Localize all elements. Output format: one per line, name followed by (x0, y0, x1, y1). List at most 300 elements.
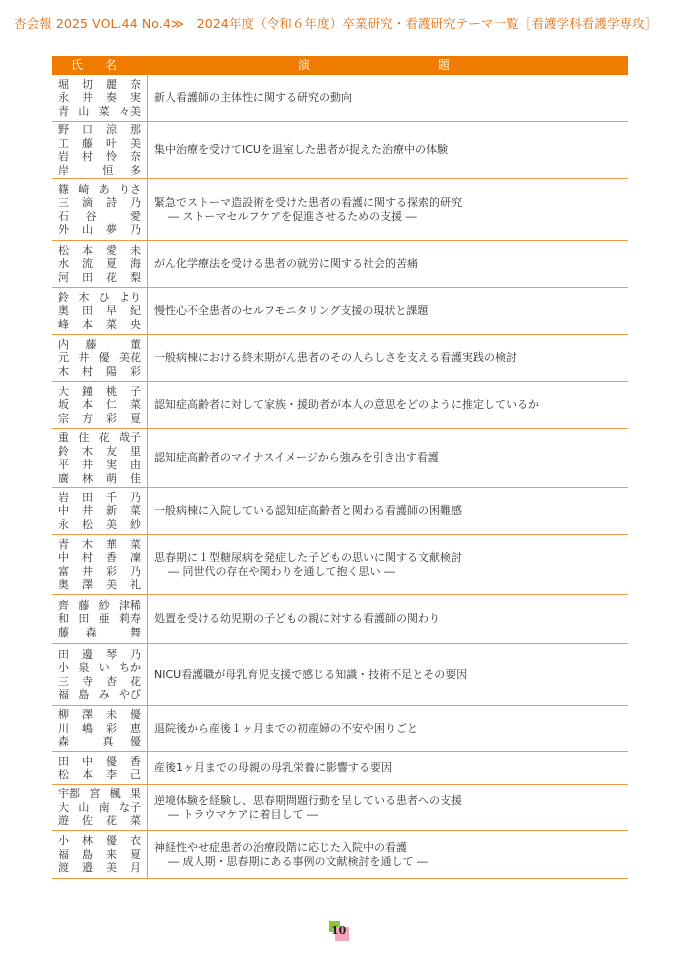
student-name (58, 271, 147, 285)
name-part: 本 (82, 243, 93, 257)
name-part: 青 (58, 104, 69, 118)
table-row (52, 122, 628, 179)
student-names (52, 752, 148, 784)
name-part: 島 (78, 688, 90, 701)
name-part: りさ (118, 182, 141, 196)
name-part: 凜 (130, 551, 141, 564)
name-part: 夏 (130, 847, 141, 861)
table-row (52, 706, 628, 752)
name-part: 子 (130, 384, 141, 398)
name-part: 優 (130, 708, 141, 722)
name-part: 松 (58, 243, 69, 257)
student-names (52, 429, 148, 487)
name-part: 木 (58, 364, 69, 378)
name-part: 美花 (118, 351, 141, 365)
name-part: 奥 (58, 578, 69, 591)
name-part: 石 (58, 209, 69, 223)
name-part: 夏 (130, 411, 141, 425)
research-title: 思春期に１型糖尿病を発症した子どもの思いに関する文献検討 (154, 550, 462, 564)
name-part: 水 (58, 257, 69, 271)
student-name (58, 385, 147, 399)
name-part: 涼 (106, 123, 117, 136)
research-title-cell (148, 706, 628, 751)
name-part: 莉寿 (118, 612, 141, 626)
name-part: 萌 (106, 471, 117, 485)
name-part: 木 (78, 290, 90, 304)
student-name (58, 183, 147, 197)
name-part: 坂 (58, 398, 69, 412)
name-part: 三 (58, 196, 69, 209)
student-name (58, 291, 147, 305)
name-part: 宇都 (58, 787, 80, 801)
student-name (58, 661, 147, 675)
name-part: 優 (106, 754, 117, 768)
student-name (58, 861, 147, 875)
student-name (58, 472, 147, 486)
research-title: 退院後から産後１ヶ月までの初産婦の不安や困りごと (154, 721, 418, 735)
student-name (58, 612, 147, 626)
name-part: 川 (58, 721, 69, 735)
name-part: 泉 (78, 661, 90, 674)
name-part: 峰 (58, 317, 69, 331)
name-part: 乃 (130, 196, 141, 209)
student-name (58, 599, 147, 613)
name-part: 哉子 (118, 431, 141, 444)
name-part: 柳 (58, 708, 69, 722)
name-part: 藤 (58, 625, 69, 639)
research-theme-table (52, 56, 628, 879)
name-part: 優 (129, 735, 141, 749)
name-part: 李 (106, 768, 117, 781)
research-title-cell (148, 382, 628, 428)
name-part: 乃 (130, 490, 141, 504)
name-part: 藤 (85, 337, 97, 351)
name-part: 田 (82, 304, 93, 318)
research-title-cell (148, 488, 628, 534)
research-title-cell (148, 831, 628, 878)
name-part: 梨 (130, 270, 141, 284)
name-part: 三 (58, 674, 69, 688)
page-number: 10 (331, 924, 347, 937)
name-part: 海 (130, 257, 141, 271)
student-name (58, 351, 147, 365)
name-part: 佐 (82, 814, 93, 828)
student-name (58, 675, 147, 689)
name-part: 藤 (82, 136, 93, 150)
page-number-badge (329, 921, 349, 941)
student-name (58, 755, 147, 769)
student-name (58, 105, 147, 119)
name-part: 和 (58, 612, 69, 626)
name-part: 本 (82, 768, 93, 781)
name-part: 杏 (106, 674, 117, 688)
research-title-cell (148, 288, 628, 334)
name-part: い (98, 661, 110, 674)
name-part: 林 (82, 834, 93, 848)
name-part: 田 (78, 612, 90, 626)
name-part: 住 (78, 431, 90, 444)
table-row (52, 288, 628, 335)
name-part: 桃 (106, 384, 117, 398)
name-part: 乃 (130, 223, 141, 236)
student-names (52, 241, 148, 287)
student-name (58, 848, 147, 862)
student-name (58, 787, 147, 801)
research-title: 認知症高齢者に対して家族・援助者が本人の意思をどのように推定しているか (154, 398, 539, 411)
name-part: 永 (58, 517, 69, 531)
name-part: 菜 (130, 537, 141, 551)
name-part: 礼 (130, 578, 141, 591)
student-name (58, 365, 147, 379)
student-name (58, 210, 147, 224)
research-title: 処置を受ける幼児期の子どもの親に対する看護師の関わり (154, 612, 440, 625)
student-names (52, 122, 148, 178)
student-names (52, 644, 148, 705)
name-part: 奈 (130, 77, 141, 91)
name-part: 舞 (129, 625, 141, 639)
student-name (58, 257, 147, 271)
name-part: 奈 (130, 150, 141, 163)
student-name (58, 304, 147, 318)
name-part: 来 (106, 847, 117, 861)
name-part: 岸 (58, 163, 69, 177)
student-name (58, 504, 147, 518)
name-part: 菜 (106, 317, 117, 331)
name-part: 彩 (130, 364, 141, 378)
student-name (58, 318, 147, 332)
name-part: 那 (130, 123, 141, 136)
name-part: 邉 (82, 861, 93, 875)
research-title-cell (148, 752, 628, 784)
research-title: NICU看護職が母乳育児支援で感じる知識・技術不足とその要因 (154, 667, 468, 681)
student-name (58, 431, 147, 445)
name-part: 田 (82, 490, 93, 504)
table-row (52, 75, 628, 122)
name-part: 愛 (129, 209, 141, 223)
name-part: 福 (58, 688, 69, 701)
student-name (58, 735, 147, 749)
name-part: 富 (58, 564, 69, 578)
research-title: 慢性心不全患者のセルフモニタリング支援の現状と課題 (154, 304, 429, 317)
student-name (58, 412, 147, 426)
research-title-cell (148, 122, 628, 178)
student-name (58, 137, 147, 151)
name-part: より (118, 290, 141, 304)
table-row (52, 335, 628, 382)
name-part: 澤 (82, 578, 93, 591)
research-title: 一般病棟に入院している認知症高齢者と関わる看護師の困難感 (154, 504, 462, 517)
name-part: 琴 (106, 647, 117, 661)
research-subtitle: ― 成人期・思春期にある事例の文献検討を通して ― (168, 854, 428, 868)
name-part: 美 (106, 578, 117, 591)
table-row (52, 595, 628, 644)
student-name (58, 398, 147, 412)
research-title-cell (148, 429, 628, 487)
name-part: 菜 (130, 398, 141, 412)
name-part: 小 (58, 661, 69, 674)
student-names (52, 75, 148, 121)
table-row (52, 179, 628, 241)
student-name (58, 338, 147, 352)
name-part: 井 (82, 458, 93, 471)
research-title-cell (148, 595, 628, 643)
name-part: 森 (58, 735, 69, 749)
name-part: 内 (58, 337, 69, 351)
student-name (58, 164, 147, 178)
student-names (52, 706, 148, 751)
name-part: 邊 (82, 647, 93, 661)
student-name (58, 722, 147, 736)
name-part: ひ (98, 290, 110, 304)
name-part: 井 (82, 91, 93, 105)
name-part: 紗 (130, 517, 141, 531)
research-subtitle: ― 同世代の存在や関わりを通して抱く思い ― (168, 564, 395, 578)
name-part: 林 (82, 471, 93, 485)
research-title: 認知症高齢者のマイナスイメージから強みを引き出す看護 (154, 451, 439, 464)
name-part: 山 (78, 800, 90, 814)
name-part: 愛 (106, 243, 117, 257)
name-part: 本 (82, 398, 93, 412)
table-row (52, 644, 628, 706)
name-part: 村 (82, 150, 93, 163)
name-part: 森 (85, 625, 97, 639)
student-name (58, 834, 147, 848)
title-column-header: 演題 (297, 58, 578, 72)
table-row (52, 831, 628, 879)
name-part: 果 (129, 787, 141, 801)
student-name (58, 123, 147, 137)
name-part: 奏 (106, 91, 117, 105)
name-part: 未 (106, 708, 117, 722)
name-part: 花 (98, 431, 110, 444)
name-part: 工 (58, 136, 69, 150)
student-name (58, 78, 147, 92)
name-part: 華 (106, 537, 117, 551)
name-part: 己 (130, 768, 141, 781)
name-part: 麗 (106, 77, 117, 91)
name-part: 新 (106, 504, 117, 518)
name-part: 紀 (130, 304, 141, 318)
student-names (52, 785, 148, 830)
name-part: 夏 (106, 257, 117, 271)
name-part: 彩 (106, 411, 117, 425)
student-name (58, 768, 147, 782)
student-name (58, 648, 147, 662)
name-part: 中 (58, 504, 69, 518)
name-part: 山 (82, 223, 93, 236)
name-part: 美 (106, 861, 117, 875)
name-part: 田 (58, 647, 69, 661)
page-header: 杏会報 2025 VOL.44 No.4≫ 2024年度（令和６年度）卒業研究・看護研究テーマ一覧［看護学科看護学専攻］ (14, 16, 658, 31)
name-part: 奥 (58, 304, 69, 318)
table-row (52, 429, 628, 488)
name-part: 美 (130, 136, 141, 150)
name-part: 恵 (130, 721, 141, 735)
name-part: 村 (82, 364, 93, 378)
name-part: 山 (78, 104, 90, 118)
table-row (52, 785, 628, 831)
name-part: 実 (130, 91, 141, 105)
student-name (58, 491, 147, 505)
name-part: 松 (82, 517, 93, 531)
name-part: 菜 (130, 814, 141, 828)
name-part: 中 (82, 754, 93, 768)
name-part: 齊 (58, 598, 69, 612)
name-part: 楓 (109, 787, 121, 801)
name-part: 花 (106, 814, 117, 828)
table-row (52, 382, 628, 429)
student-name (58, 578, 147, 592)
student-names (52, 488, 148, 534)
name-part: 青 (58, 537, 69, 551)
name-part: 鈴 (58, 290, 69, 304)
name-part: 怜 (106, 150, 117, 163)
student-names (52, 288, 148, 334)
name-part: 野 (58, 123, 69, 136)
name-part: 菜 (130, 504, 141, 518)
research-title: 逆境体験を経験し、思春期問題行動を呈している患者への支援 (154, 793, 462, 807)
name-part: 詩 (106, 196, 117, 209)
name-part: 中 (58, 551, 69, 564)
table-header (52, 56, 628, 75)
name-part: 南 (98, 800, 110, 814)
name-part: 大 (58, 800, 69, 814)
name-part: 澤 (82, 708, 93, 722)
name-part: 宮 (89, 787, 101, 801)
name-part: 松 (58, 768, 69, 781)
table-row (52, 488, 628, 535)
name-part: 々美 (118, 104, 141, 118)
name-part: 真 (102, 735, 114, 749)
name-part: な子 (118, 800, 141, 814)
name-part: 仁 (106, 398, 117, 412)
name-part: 美 (106, 517, 117, 531)
name-part: 平 (58, 458, 69, 471)
name-part: 木 (82, 444, 93, 458)
student-name (58, 91, 147, 105)
table-row (52, 752, 628, 785)
name-part: 董 (129, 337, 141, 351)
student-name (58, 445, 147, 459)
name-part: 紗 (98, 598, 110, 612)
student-name (58, 244, 147, 258)
name-part: 河 (58, 270, 69, 284)
name-part: 多 (129, 163, 141, 177)
research-title: 緊急でストーマ造設術を受けた患者の看護に関する探索的研究 (154, 195, 462, 209)
research-title: 産後1ヶ月までの母親の母乳栄養に影響する要因 (154, 761, 392, 774)
name-part: 廣 (58, 471, 69, 485)
student-name (58, 688, 147, 702)
research-subtitle: ― トラウマケアに着目して ― (168, 807, 318, 821)
name-part: 元 (58, 351, 69, 365)
name-part: 遊 (58, 814, 69, 828)
student-name (58, 801, 147, 815)
name-part: 滴 (82, 196, 93, 209)
name-part: 木 (82, 537, 93, 551)
name-part: 藤 (78, 598, 90, 612)
name-column-header: 氏名 (70, 58, 139, 72)
research-title-cell (148, 241, 628, 287)
name-part: 嶋 (82, 721, 93, 735)
name-part: 彩 (106, 564, 117, 578)
table-row (52, 241, 628, 288)
name-part: 彩 (106, 721, 117, 735)
name-part: 小 (58, 834, 69, 848)
name-part: 早 (106, 304, 117, 318)
student-name (58, 814, 147, 828)
name-part: 鐘 (82, 384, 93, 398)
research-title: 神経性やせ症患者の治療段階に応じた入院中の看護 (154, 840, 407, 854)
name-part: 岩 (58, 490, 69, 504)
name-part: 亜 (98, 612, 110, 626)
name-part: 流 (82, 257, 93, 271)
student-name (58, 458, 147, 472)
name-part: 優 (106, 834, 117, 848)
name-part: 渡 (58, 861, 69, 875)
name-part: 田 (82, 270, 93, 284)
student-name (58, 538, 147, 552)
research-title-cell (148, 179, 628, 240)
name-part: 乃 (130, 647, 141, 661)
student-name (58, 626, 147, 640)
name-part: 本 (82, 317, 93, 331)
research-title-cell (148, 644, 628, 705)
research-title-cell (148, 535, 628, 594)
table-body (52, 75, 628, 879)
name-part: あ (98, 182, 110, 196)
student-names (52, 535, 148, 594)
name-part: 重 (58, 431, 69, 444)
name-part: 友 (106, 444, 117, 458)
name-part: 崎 (78, 182, 90, 196)
name-part: 夢 (106, 223, 117, 236)
student-names (52, 335, 148, 381)
name-part: ちか (118, 661, 141, 674)
research-title-cell (148, 785, 628, 830)
name-part: 井 (82, 504, 93, 518)
name-part: 村 (82, 551, 93, 564)
student-name (58, 551, 147, 565)
name-part: 佳 (130, 471, 141, 485)
name-part: 千 (106, 490, 117, 504)
name-part: 菜 (98, 104, 110, 118)
name-part: 宗 (58, 411, 69, 425)
student-names (52, 595, 148, 643)
student-name (58, 518, 147, 532)
name-part: 由 (130, 458, 141, 471)
name-part: 永 (58, 91, 69, 105)
name-part: 津稀 (118, 598, 141, 612)
name-part: 央 (130, 317, 141, 331)
student-name (58, 223, 147, 237)
student-name (58, 196, 147, 210)
table-row (52, 535, 628, 595)
research-title: 一般病棟における終末期がん患者のその人らしさを支える看護実践の検討 (154, 351, 517, 364)
name-part: 未 (130, 243, 141, 257)
name-part: 鈴 (58, 444, 69, 458)
name-part: 大 (58, 384, 69, 398)
name-part: 井 (78, 351, 90, 365)
name-part: 優 (98, 351, 110, 365)
name-part: み (98, 688, 110, 701)
name-part: 岩 (58, 150, 69, 163)
name-part: 衣 (130, 834, 141, 848)
name-part: 里 (130, 444, 141, 458)
research-subtitle: ― ストーマセルフケアを促進させるための支援 ― (168, 209, 417, 223)
name-part: 実 (106, 458, 117, 471)
name-part: 香 (106, 551, 117, 564)
name-part: 花 (130, 674, 141, 688)
